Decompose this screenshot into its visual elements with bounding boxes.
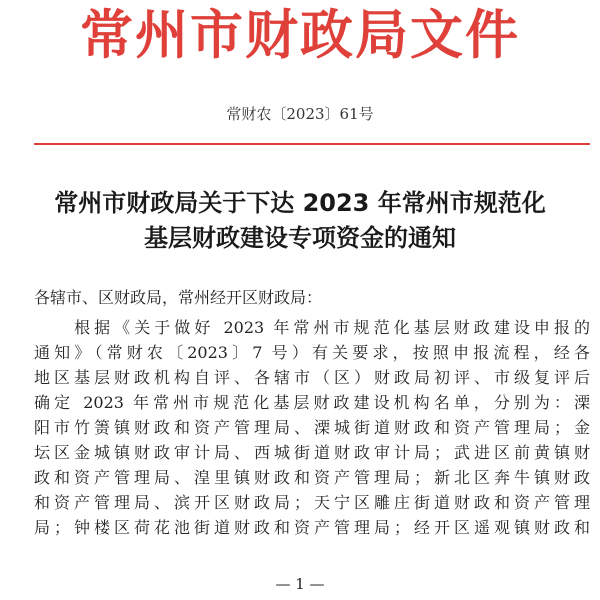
document-number: 常财农〔2023〕61号	[226, 105, 374, 123]
page-number: — 1 —	[275, 575, 325, 593]
body-line: 地区基层财政机构自评、各辖市（区）财政局初评、市级复评后	[34, 368, 590, 387]
salutation: 各辖市、区财政局，常州经开区财政局：	[34, 288, 323, 307]
body-line: 政和资产管理局、湟里镇财政和资产管理局；新北区奔牛镇财政	[34, 468, 590, 487]
red-divider-line	[34, 143, 590, 145]
document-title-line-2: 基层财政建设专项资金的通知	[144, 224, 456, 252]
issuer-header: 常州市财政局文件	[80, 5, 520, 66]
body-line: 阳市竹箦镇财政和资产管理局、溧城街道财政和资产管理局；金	[34, 418, 590, 437]
body-line: 和资产管理局、滨开区财政局；天宁区雕庄街道财政和资产管理	[34, 493, 590, 512]
body-line: 局；钟楼区荷花池街道财政和资产管理局；经开区遥观镇财政和	[34, 518, 590, 537]
body-line: 通知》（常财农〔2023〕7 号）有关要求，按照申报流程，经各	[34, 343, 590, 362]
body-line: 确定 2023 年常州市规范化基层财政建设机构名单，分别为：溧	[34, 393, 590, 412]
body-line: 根据《关于做好 2023 年常州市规范化基层财政建设申报的	[34, 318, 590, 337]
document-title-line-1: 常州市财政局关于下达 2023 年常州市规范化	[54, 189, 546, 217]
body-line: 坛区金城镇财政审计局、西城街道财政审计局；武进区前黄镇财	[34, 443, 590, 462]
